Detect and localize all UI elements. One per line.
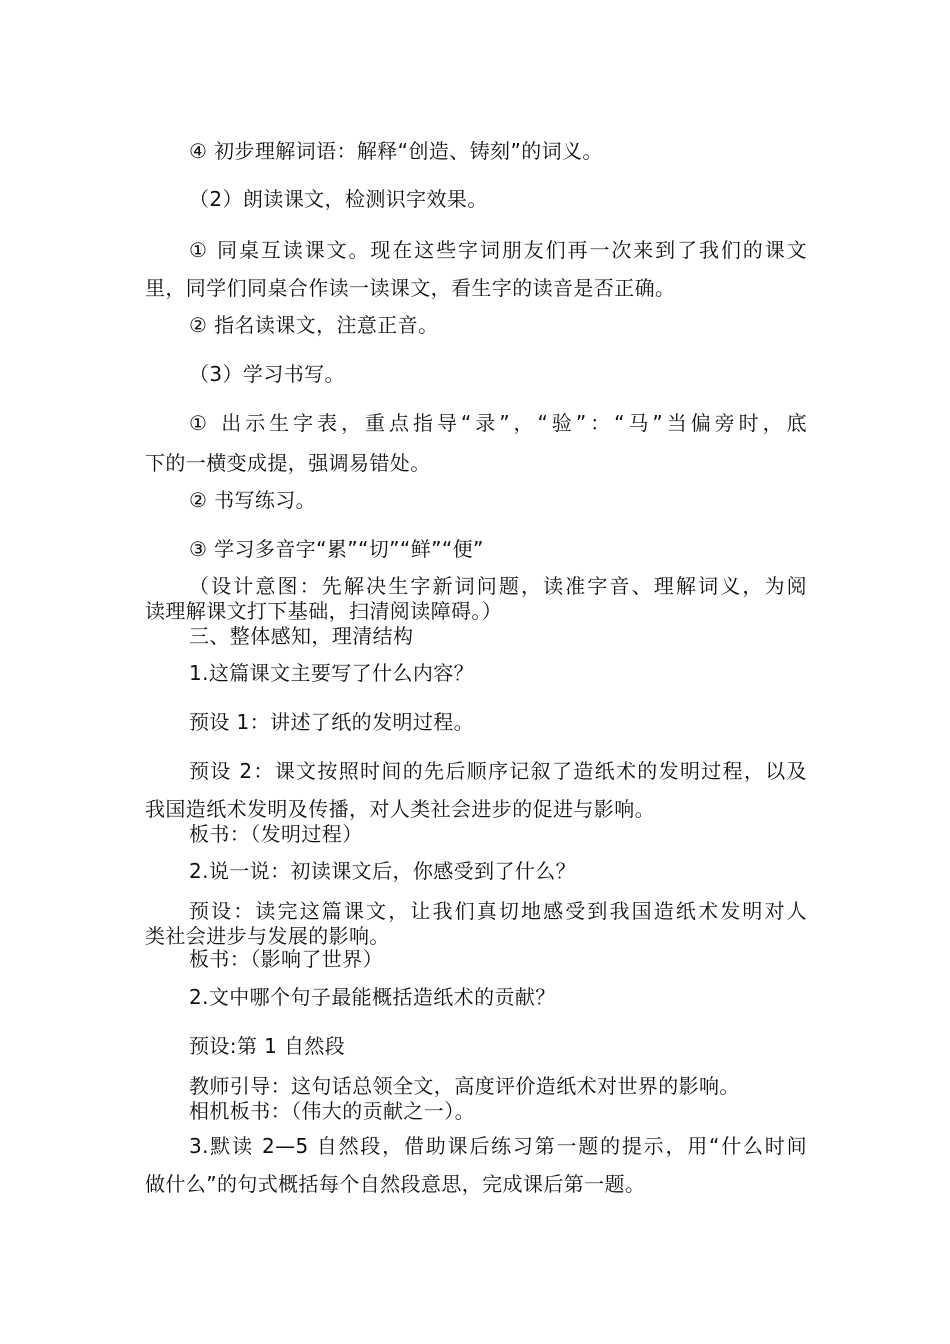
question-line: 2.文中哪个句子最能概括造纸术的贡献？ — [189, 985, 556, 1009]
board-note: 相机板书：（伟大的贡献之一）。 — [189, 1099, 475, 1123]
text-line: 预设 1：讲述了纸的发明过程。 — [189, 710, 475, 734]
text-line: （3）学习书写。 — [189, 362, 345, 386]
text-line: ② 指名读课文，注意正音。 — [189, 313, 439, 337]
text-line: 类社会进步与发展的影响。 — [145, 924, 390, 948]
question-line: 3.默读 2—5 自然段，借助课后练习第一题的提示，用“什么时间 — [189, 1134, 807, 1158]
text-line: （设计意图：先解决生字新词问题，读准字音、理解词义，为阅 — [189, 574, 807, 598]
text-line: 教师引导：这句话总领全文，高度评价造纸术对世界的影响。 — [189, 1074, 740, 1098]
text-line: 我国造纸术发明及传播，对人类社会进步的促进与影响。 — [145, 797, 655, 821]
text-line: 预设：读完这篇课文，让我们真切地感受到我国造纸术发明对人 — [189, 899, 807, 923]
text-line: ③ 学习多音字“累”“切”“鲜”“便” — [189, 537, 484, 561]
text-line: 下的一横变成提，强调易错处。 — [145, 451, 431, 475]
board-note: 板书：（发明过程） — [189, 822, 363, 846]
text-line: 里，同学们同桌合作读一读课文，看生字的读音是否正确。 — [145, 276, 676, 300]
text-line: （2）朗读课文，检测识字效果。 — [189, 187, 488, 211]
board-note: 板书：（影响了世界） — [189, 947, 383, 971]
text-line: ④ 初步理解词语：解释“创造、铸刻”的词义。 — [189, 139, 603, 163]
section-heading: 三、整体感知，理清结构 — [189, 624, 414, 648]
text-line: 预设:第 1 自然段 — [189, 1034, 346, 1058]
text-line: ① 同桌互读课文。现在这些字词朋友们再一次来到了我们的课文 — [189, 238, 807, 262]
text-line: 读理解课文打下基础，扫清阅读障碍。） — [145, 599, 503, 623]
question-line: 1.这篇课文主要写了什么内容？ — [189, 661, 475, 685]
text-line: 预设 2：课文按照时间的先后顺序记叙了造纸术的发明过程，以及 — [189, 759, 807, 783]
text-line: ② 书写练习。 — [189, 488, 317, 512]
text-line: 做什么”的句式概括每个自然段意思，完成课后第一题。 — [145, 1172, 646, 1196]
text-line: ① 出示生字表，重点指导“录”，“验”：“马”当偏旁时，底 — [189, 411, 807, 435]
question-line: 2.说一说：初读课文后，你感受到了什么？ — [189, 859, 577, 883]
